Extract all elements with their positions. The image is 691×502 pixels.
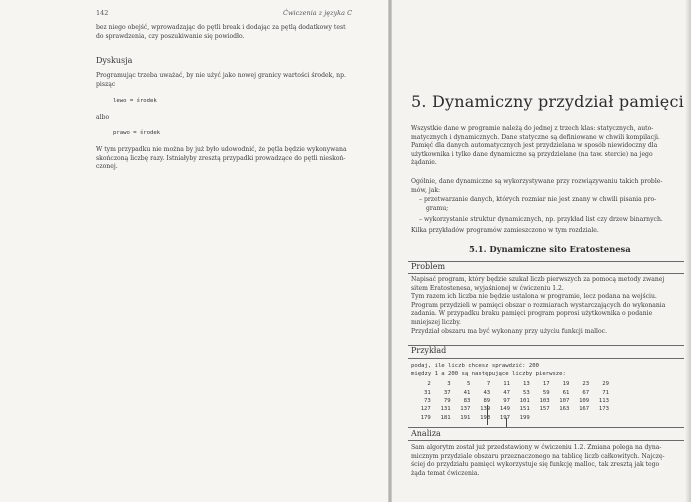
section-title-analysis: Analiza [411,429,441,438]
text-line: Kilka przykładów programów zamieszczono w tym rozdziale. [411,227,599,234]
text-line: mniejszej liczby. [411,318,461,326]
table-cell: 127 [420,406,431,413]
table-cell: 179 [420,414,431,421]
text-line: micznym przydziale obszaru przeznaczonego na tablicę liczb całkowitych. Najczę- [411,452,665,460]
text-line: pisząc [96,80,116,88]
text-line: czonej. [96,163,118,171]
table-cell: 193 [480,414,491,421]
table-cell: 79 [443,397,451,404]
code-line: między 1 a 200 są następujące liczby pierwsze: [411,371,566,378]
paragraph [96,146,347,172]
text-line: wykorzystanie struktur dynamicznych, np. przykład list czy drzew binarnych. [423,216,663,223]
code-line: prawo = środek [113,130,161,136]
section-rule [408,358,684,359]
text-line: sitem Eratostenesa, wyjaśnionej w ćwiczeniu 1.2. [411,284,564,292]
table-cell: 113 [598,397,609,404]
code-line: lewo = środek [113,98,157,104]
table-cell: 43 [483,389,491,396]
table-cell: 199 [519,414,530,421]
table-cell: 89 [483,397,491,404]
table-cell: 197 [499,414,510,421]
table-cell: 131 [440,406,451,413]
table-cell: 19 [562,381,570,388]
text-line: żąda temat ćwiczenia. [411,469,480,477]
text-line: użytkownika i tylko dane dynamiczne są przydzielane (na taw. stercie) na jego [411,150,653,158]
page-edge-shadow [685,0,691,502]
text-line: gramu; [426,204,449,212]
table-cell: 181 [440,414,451,421]
problem-paragraph [411,276,665,336]
bullet-dash: – [419,216,424,223]
section-rule [408,427,684,428]
table-cell: 167 [579,406,590,413]
text-line: Napisać program, który będzie szukał liczb pierwszych za pomocą metody zwanej [411,276,665,283]
table-cell: 17 [542,381,550,388]
bullet-item [419,196,656,213]
section-rule [408,345,684,346]
table-cell: 13 [523,381,530,388]
text-line: ściej do przydziału pamięci wykorzystuje się funkcję malloc, tak zresztą jak tego [411,461,660,469]
table-cell: 47 [503,389,510,396]
analysis-paragraph [411,444,665,478]
text-line: Ogólnie, dane dynamiczne są wykorzystywane przy rozwiązywaniu takich proble- [411,178,663,185]
text-line: albo [96,114,110,121]
table-cell [530,414,550,422]
text-line: bez niego obejść, wprowadzając do pętli break i dodając za pętlą dodatkowy test [96,24,346,31]
text-line: Programując trzeba uważać, by nie użyć jako nowej granicy wartości środek, np. [96,72,346,79]
table-cell: 41 [463,389,471,396]
table-row [411,380,609,388]
table-cell: 107 [559,397,570,404]
table-row [411,414,609,422]
table-cell: 103 [539,397,550,404]
example-output [411,362,566,379]
table-cell [589,414,609,422]
table-cell: 11 [503,381,510,388]
subsection-title: 5.1. Dynamiczne sito Eratostenesa [469,244,631,254]
primes-table [411,380,609,422]
text-line: mów, jak: [411,186,441,194]
text-line: przetwarzanie danych, których rozmiar nie jest znany w chwili pisania pro- [423,196,657,203]
section-rule [408,261,684,262]
table-cell: 173 [598,406,609,413]
section-rule [408,273,684,274]
section-title: Dyskusja [96,56,133,65]
table-cell: 31 [424,389,431,396]
chapter-title: 5. Dynamiczny przydział pamięci [411,92,684,111]
table-cell: 53 [523,389,530,396]
table-cell: 109 [579,397,590,404]
text-line: matycznych i dynamicznych. Dane statyczne są definiowane w chwili kompilacji. [411,133,660,141]
table-cell: 137 [460,406,471,413]
running-head: Ćwiczenia z języka C [283,9,353,17]
section-title-problem: Problem [411,262,446,271]
table-cell [569,414,589,422]
paragraph [411,178,662,195]
text-line: skończoną liczbę razy. Istniałyby zresztą przypadki prowadzące do pętli nieskoń- [96,154,346,162]
text-line: Program przydzieli w pamięci obszar o rozmiarach wystarczających do wykonania [411,301,666,309]
text-line: Sam algorytm został już przedstawiony w ćwiczeniu 1.2. Zmiana polega na dyna- [411,444,662,451]
scan-mark [487,405,488,425]
table-cell: 2 [427,381,431,388]
table-cell: 97 [503,397,510,404]
text-line: żądanie. [411,159,437,167]
table-cell: 5 [467,381,471,388]
section-title-example: Przykład [411,346,447,355]
right-page [392,0,691,502]
table-cell [550,414,570,422]
bullet-item [419,216,663,225]
table-cell: 67 [582,389,590,396]
text-line: Przydział obszaru ma być wykonany przy użyciu funkcji malloc. [411,327,608,335]
table-cell: 73 [424,397,431,404]
table-cell: 23 [582,381,590,388]
table-cell: 191 [460,414,471,421]
table-cell: 59 [542,389,550,396]
page-number: 142 [96,9,109,17]
table-cell: 139 [480,406,491,413]
text-line: W tym przypadku nie można by już było udowodnić, że pętla będzie wykonywana [96,146,347,153]
table-cell: 83 [463,397,471,404]
text-line: Tym razem ich liczba nie będzie ustalona w programie, lecz podana na wejściu. [411,293,657,301]
bullet-dash: – [419,196,424,203]
table-row [411,405,609,413]
table-cell: 61 [562,389,570,396]
paragraph [96,72,346,89]
section-rule [408,440,684,441]
table-cell: 157 [539,406,550,413]
table-cell: 37 [443,389,451,396]
table-cell: 71 [602,389,609,396]
intro-paragraph [96,24,346,41]
text-line: Wszystkie dane w programie należą do jednej z trzech klas: statycznych, auto- [411,125,654,132]
table-cell: 3 [447,381,451,388]
text-line: Pamięć dla danych automatycznych jest przydzielana w sposób niewidoczny dla [411,142,658,150]
code-line: podaj, ile liczb chcesz sprawdzić: 200 [411,363,539,369]
text-line: zadania. W przypadku braku pamięci program poprosi użytkownika o podanie [411,310,653,318]
table-cell: 163 [559,406,570,413]
table-cell: 7 [486,381,491,388]
intro-paragraph [411,125,660,168]
table-cell: 151 [519,406,530,413]
table-cell: 101 [519,397,530,404]
table-cell: 29 [602,381,609,388]
table-cell: 149 [499,406,510,413]
text-line: do sprawdzenia, czy poszukiwanie się powiodło. [96,32,245,40]
table-row [411,397,609,405]
table-row [411,388,609,396]
